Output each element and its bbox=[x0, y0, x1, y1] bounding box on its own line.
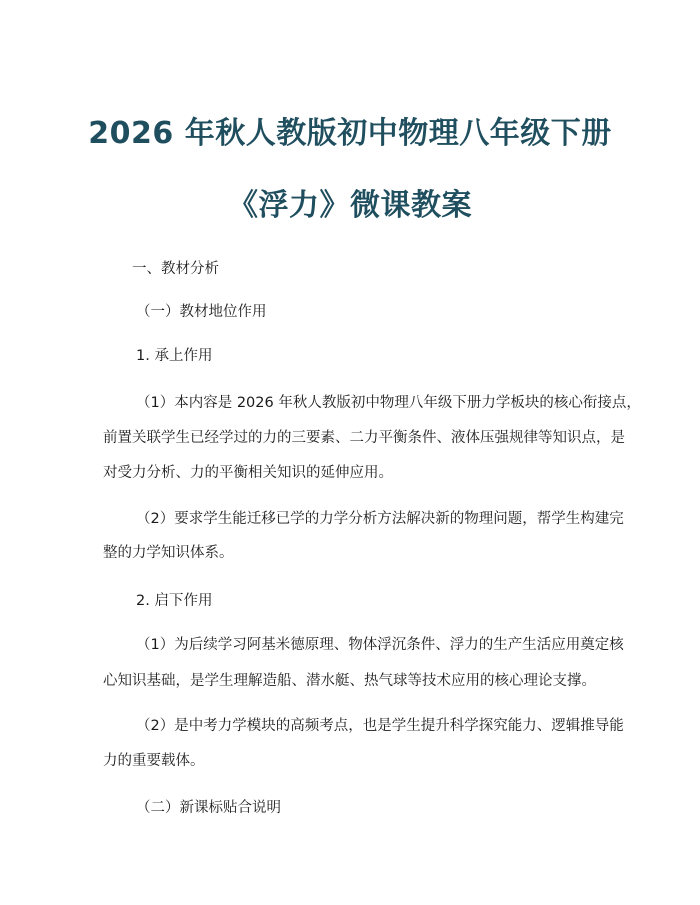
subsection-heading-1: （一）教材地位作用 bbox=[136, 304, 267, 320]
section-heading-1: 一、教材分析 bbox=[132, 261, 219, 277]
paragraph-1-line-3: 对受力分析、力的平衡相关知识的延伸应用。 bbox=[103, 465, 393, 481]
item-heading-2: 2. 启下作用 bbox=[136, 593, 213, 609]
paragraph-2-line-2: 整的力学知识体系。 bbox=[103, 545, 234, 561]
paragraph-1-line-2: 前置关联学生已经学过的力的三要素、二力平衡条件、液体压强规律等知识点，是 bbox=[103, 430, 625, 446]
subsection-heading-2: （二）新课标贴合说明 bbox=[136, 800, 281, 816]
paragraph-2-line-1: （2）要求学生能迁移已学的力学分析方法解决新的物理问题，帮学生构建完 bbox=[136, 511, 624, 527]
paragraph-1-line-1: （1）本内容是 2026 年秋人教版初中物理八年级下册力学板块的核心衔接点， bbox=[136, 395, 641, 411]
document-title-line-2: 《浮力》微课教案 bbox=[228, 188, 472, 223]
paragraph-3-line-2: 心知识基础，是学生理解造船、潜水艇、热气球等技术应用的核心理论支撑。 bbox=[103, 673, 596, 689]
item-heading-1: 1. 承上作用 bbox=[136, 348, 213, 364]
document-title-line-1: 2026 年秋人教版初中物理八年级下册 bbox=[88, 116, 612, 151]
paragraph-4-line-2: 力的重要载体。 bbox=[103, 753, 205, 769]
paragraph-4-line-1: （2）是中考力学模块的高频考点，也是学生提升科学探究能力、逻辑推导能 bbox=[136, 718, 624, 734]
paragraph-3-line-1: （1）为后续学习阿基米德原理、物体浮沉条件、浮力的生产生活应用奠定核 bbox=[136, 637, 624, 653]
